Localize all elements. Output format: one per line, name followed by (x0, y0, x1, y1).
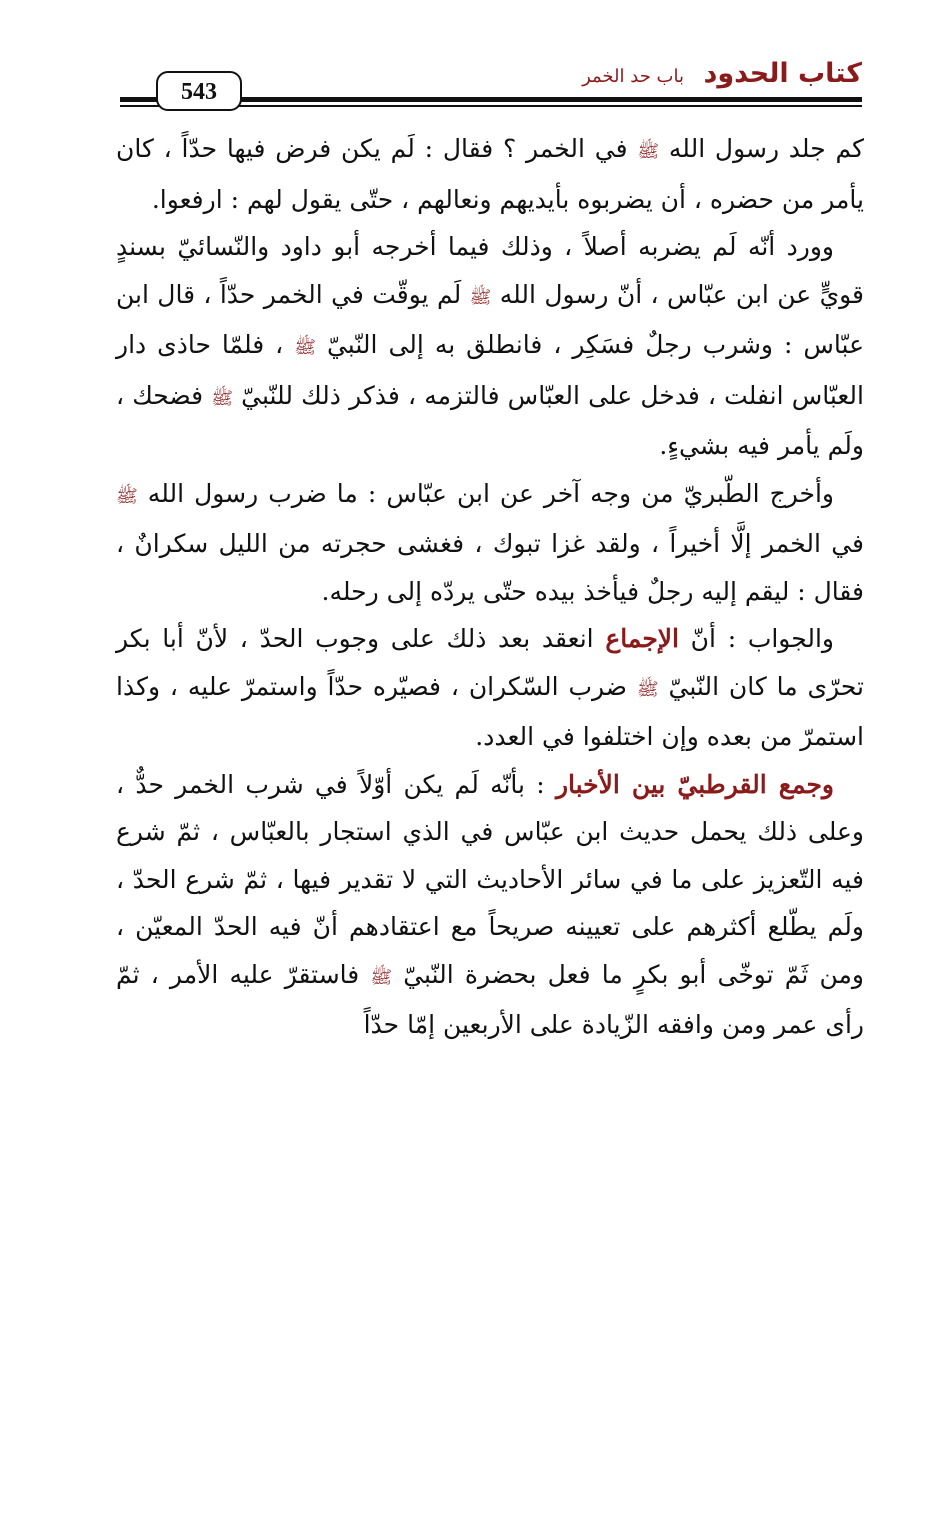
text-run: فاستقرّ عليه الأمر ، ثمّ رأى عمر ومن وافقه الزّيادة على الأربعين إمّا حدّاً (116, 959, 864, 1039)
highlight-term: الإجماع (605, 624, 679, 653)
paragraph-5 (116, 761, 864, 1049)
chapter-title: باب حد الخمر (582, 66, 684, 87)
salutation-glyph: ﷺ (116, 485, 138, 507)
page-body (116, 125, 864, 1049)
salutation-glyph: ﷺ (469, 286, 492, 308)
text-run: في الخمر إلَّا أخيراً ، ولقد غزا تبوك ، فغشى حجرته من الليل سكرانٌ ، فقال : ليقم إليه رجلٌ فيأخذ بيده حتّى يردّه إلى رحله. (116, 529, 864, 606)
salutation-glyph: ﷺ (370, 966, 393, 988)
text-run: والجواب : أنّ (678, 624, 834, 653)
paragraph-3 (116, 470, 864, 616)
book-title: كتاب الحدود (703, 58, 862, 89)
text-run: لَم يوقّت في الخمر حدّاً ، قال ابن عبّاس : وشرب رجلٌ فسَكِر ، فانطلق به إلى النّبيّ (116, 279, 864, 359)
page-number: 543 (156, 71, 242, 111)
text-run: ، فلمّا حاذى دار العبّاس انفلت ، فدخل على العبّاس فالتزمه ، فذكر ذلك للنّبيّ (116, 330, 864, 410)
text-run: : بأنّه لَم يكن أوّلاً في شرب الخمر حدٌّ ، وعلى ذلك يحمل حديث ابن عبّاس في الذي استجار بالعبّاس ، ثمّ شرع فيه التّعزيز على ما في سائر الأحاديث التي لا تقدير فيها ، ثمّ شرع الحدّ ، ولَم يطّلع أكثرهم على تعيينه صريحاً مع اعتقادهم أنّ فيه الحدّ المعيّن ، ومن ثَمّ توخّى أبو بكرٍ ما فعل بحضرة النّبيّ (116, 769, 864, 989)
salutation-glyph: ﷺ (294, 337, 316, 358)
text-run: فضحك ، ولَم يأمر فيه بشيءٍ. (116, 380, 864, 460)
text-run: انعقد بعد ذلك على وجوب الحدّ ، لأنّ أبا بكر تحرّى ما كان النّبيّ (116, 624, 865, 701)
salutation-glyph: ﷺ (637, 141, 660, 162)
text-run: كم جلد رسول الله (659, 134, 864, 163)
paragraph-2 (116, 223, 864, 470)
salutation-glyph: ﷺ (211, 387, 233, 409)
salutation-glyph: ﷺ (636, 678, 659, 700)
text-run: وأخرج الطّبريّ من وجه آخر عن ابن عبّاس : ما ضرب رسول الله (137, 478, 834, 508)
text-run: وورد أنّه لَم يضربه أصلاً ، وذلك فيما أخرجه أبو داود والنّسائيّ بسندٍ قويٍّ عن ابن عبّاس ، أنّ رسول الله (116, 232, 864, 309)
paragraph-4 (116, 615, 864, 761)
paragraph-1 (116, 125, 864, 223)
text-run: ضرب السّكران ، فصيّره حدّاً واستمرّ عليه ، وكذا استمرّ من بعده وإن اختلفوا في العدد. (116, 671, 864, 751)
highlight-term: وجمع القرطبيّ بين الأخبار (555, 769, 834, 799)
text-run: في الخمر ؟ فقال : لَم يكن فرض فيها حدّاً ، كان يأمر من حضره ، أن يضربوه بأيديهم ونعالهم ، حتّى يقول لهم : ارفعوا. (116, 134, 864, 214)
